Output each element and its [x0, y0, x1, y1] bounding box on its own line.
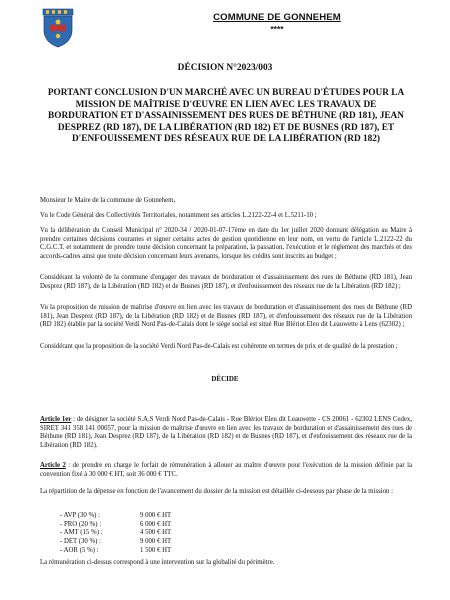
closing-paragraph: La rémunération ci-dessus correspond à une intervention sur la globalité du périmètre. — [40, 559, 275, 566]
fee-row — [60, 547, 260, 556]
fee-amount: 9 000 € HT — [140, 538, 172, 546]
paragraph-volonte: Considérant la volonté de la commune d'engager des travaux de borduration et d'assainissement des rues de Béthune (RD 181), Jean Desprez (RD 187), de la Libération (RD 182) et de Busnes (RD 187), et d'enfouissement des réseaux rue de la Libération (RD 182) ; — [40, 274, 412, 290]
article-2-repartition: La répartition de la dépense en fonction de l'avancement du dossier de la mission est détaillée ci-dessous par phase de la mission : — [40, 488, 394, 495]
paragraph-code: Vu le Code Général des Collectivités Territoriales, notamment ses articles L.2122-22-4 et L.5211-10 ; — [40, 212, 317, 219]
fee-amount: 4 500 € HT — [140, 529, 172, 537]
fee-amount: 9 000 € HT — [140, 512, 172, 519]
decide-heading: DÉCIDE — [211, 375, 239, 383]
fee-phase: - PRO (20 %) : — [60, 520, 102, 528]
fee-row — [60, 521, 260, 530]
header-stars: **** — [270, 24, 284, 34]
article-1-text: : de désigner la société S.A.S Verdi Nord Pas-de-Calais - Rue Blériot Eleu dit Leauwette - CS 20061 - 62302 LENS Cedex, SIRET 341 358 141 00057, pour la mission de maîtrise d'œuvre en lien avec les travaux de borduration et d'assainissement des rues de Béthune (RD 181), Jean Desprez (RD 187), de la Libération (RD 182) et de Busnes (RD 187), et d'enfouissement des réseaux rue de la Libération (RD 182). — [40, 416, 412, 450]
fee-row — [60, 512, 260, 521]
fee-row — [60, 538, 260, 547]
fee-amount: 1 500 € HT — [140, 546, 172, 554]
fee-phase: - AVP (30 %) : — [60, 512, 101, 519]
paragraph-proposition: Vu la proposition de mission de maîtrise d'œuvre en lien avec les travaux de borduration et d'assainissement des rues de Béthune (RD 181), Jean Desprez (RD 187), de la Libération (RD 182) et de Busnes (RD 187), et d'enfouissement des réseaux rue de la Libération (RD 182) établie par la société Verdi Nord Pas-de-Calais dont le siège social est situé Rue Blériot Eleu dit Leauwette à Lens (62302) ; — [40, 304, 412, 329]
fee-phase: - DET (30 %) : — [60, 538, 102, 546]
fee-amount: 6 000 € HT — [140, 520, 172, 528]
article-2-label: Article 2 — [40, 462, 66, 469]
article-2 — [40, 462, 412, 479]
decision-number: DÉCISION N°2023/003 — [177, 63, 273, 73]
article-2-text: : de prendre en charge le forfait de rémunération à allouer au maître d'œuvre pour l'exécution de la mission définie par la convention fixé à 30 000 € HT, soit 36 000 € TTC. — [40, 462, 412, 478]
commune-name: COMMUNE DE GONNEHEM — [213, 12, 341, 23]
paragraph-mayor: Monsieur le Maire de la commune de Gonnehem, — [40, 197, 176, 204]
article-1-label: Article 1er — [40, 416, 72, 423]
article-1 — [40, 416, 412, 451]
fee-list — [60, 512, 260, 555]
fee-phase: - AMT (15 %) : — [60, 529, 103, 537]
paragraph-deliberation: Vu la délibération du Conseil Municipal n° 2020-34 / 2020-01-07-17ème en date du 1er juillet 2020 donnant délégation au Maire à prendre certaines décisions courantes et signer certains actes de gestion quotidienne en leur nom, en vertu de l'article L.2122-22 du C.G.C.T. et notamment de prendre toute décision concernant la préparation, la passation, l'exécution et le règlement des marchés et des accords-cadres ainsi que toute décision concernant leurs avenants, lorsque les crédits sont inscrits au budget ; — [40, 227, 412, 261]
decision-title: PORTANT CONCLUSION D'UN MARCHÉ AVEC UN BUREAU D'ÉTUDES POUR LA MISSION DE MAÎTRISE D'ŒUVRE EN LIEN AVEC LES TRAVAUX DE BORDURATION ET D'ASSAINISSEMENT DES RUES DE BÉTHUNE (RD 181), JEAN DESPREZ (RD 187), DE LA LIBÉRATION (RD 182) ET DE BUSNES (RD 187), ET D'ENFOUISSEMENT DES RÉSEAUX RUE DE LA LIBÉRATION (RD 182) — [47, 88, 405, 144]
fee-phase: - AOR (5 %) : — [60, 546, 99, 554]
paragraph-considerant: Considérant que la proposition de la société Verdi Nord Pas-de-Calais est cohérente en termes de prix et de qualité de la prestation ; — [40, 343, 398, 350]
fee-row — [60, 529, 260, 538]
